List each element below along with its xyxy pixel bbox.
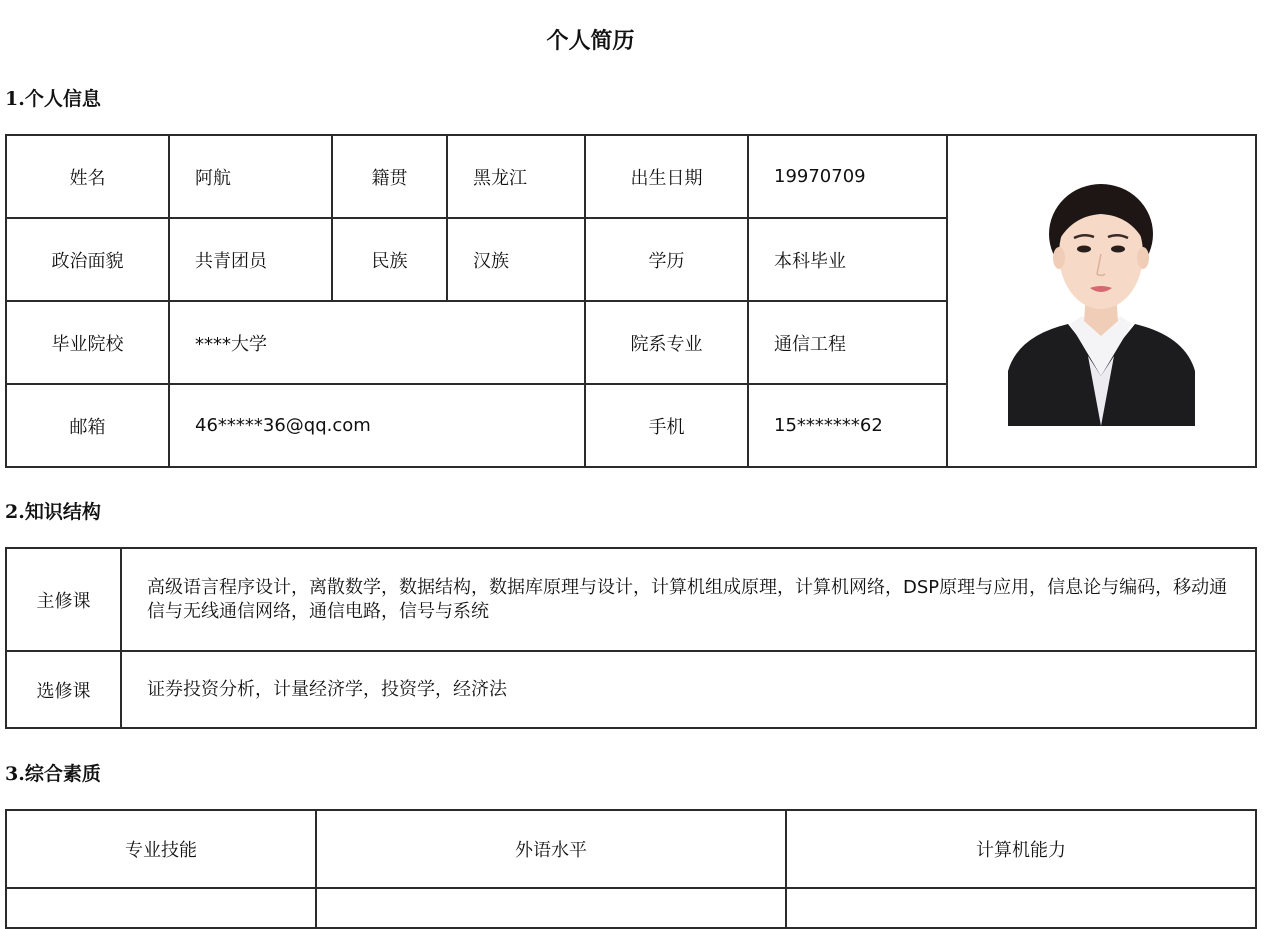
political-status-value: 共青团员 xyxy=(169,218,332,301)
origin-value: 黑龙江 xyxy=(447,135,585,218)
professional-skills-header: 专业技能 xyxy=(6,810,316,888)
school-label: 毕业院校 xyxy=(6,301,169,384)
elective-courses-label: 选修课 xyxy=(6,651,121,728)
section-title-knowledge: 2.知识结构 xyxy=(5,501,101,523)
table-row xyxy=(6,810,1256,888)
education-value: 本科毕业 xyxy=(748,218,947,301)
phone-label: 手机 xyxy=(585,384,748,467)
birth-date-label: 出生日期 xyxy=(585,135,748,218)
education-label: 学历 xyxy=(585,218,748,301)
name-value: 阿航 xyxy=(169,135,332,218)
birth-date-value: 19970709 xyxy=(748,135,947,218)
name-label: 姓名 xyxy=(6,135,169,218)
computer-ability-cell xyxy=(786,888,1256,928)
political-status-label: 政治面貌 xyxy=(6,218,169,301)
photo-cell xyxy=(947,135,1256,467)
table-row xyxy=(6,888,1256,928)
required-courses-label: 主修课 xyxy=(6,548,121,651)
elective-courses-value: 证券投资分析，计量经济学，投资学，经济法 xyxy=(121,651,1256,728)
professional-skills-cell xyxy=(6,888,316,928)
foreign-language-header: 外语水平 xyxy=(316,810,786,888)
major-value: 通信工程 xyxy=(748,301,947,384)
quality-table xyxy=(5,809,1257,929)
computer-ability-header: 计算机能力 xyxy=(786,810,1256,888)
section-title-personal-info: 1.个人信息 xyxy=(5,88,101,110)
page-title: 个人简历 xyxy=(546,29,635,54)
profile-photo xyxy=(1008,176,1195,426)
ethnicity-label: 民族 xyxy=(332,218,447,301)
table-row xyxy=(6,135,1256,218)
email-label: 邮箱 xyxy=(6,384,169,467)
phone-value: 15*******62 xyxy=(748,384,947,467)
major-label: 院系专业 xyxy=(585,301,748,384)
required-courses-value: 高级语言程序设计，离散数学，数据结构，数据库原理与设计，计算机组成原理，计算机网络，DSP原理与应用，信息论与编码，移动通信与无线通信网络，通信电路，信号与系统 xyxy=(121,548,1256,651)
ethnicity-value: 汉族 xyxy=(447,218,585,301)
origin-label: 籍贯 xyxy=(332,135,447,218)
school-value: ****大学 xyxy=(169,301,585,384)
section-title-quality: 3.综合素质 xyxy=(5,763,101,785)
personal-info-table xyxy=(5,134,1257,468)
table-row xyxy=(6,651,1256,728)
foreign-language-cell xyxy=(316,888,786,928)
table-row xyxy=(6,548,1256,651)
email-value: 46*****36@qq.com xyxy=(169,384,585,467)
knowledge-table xyxy=(5,547,1257,729)
